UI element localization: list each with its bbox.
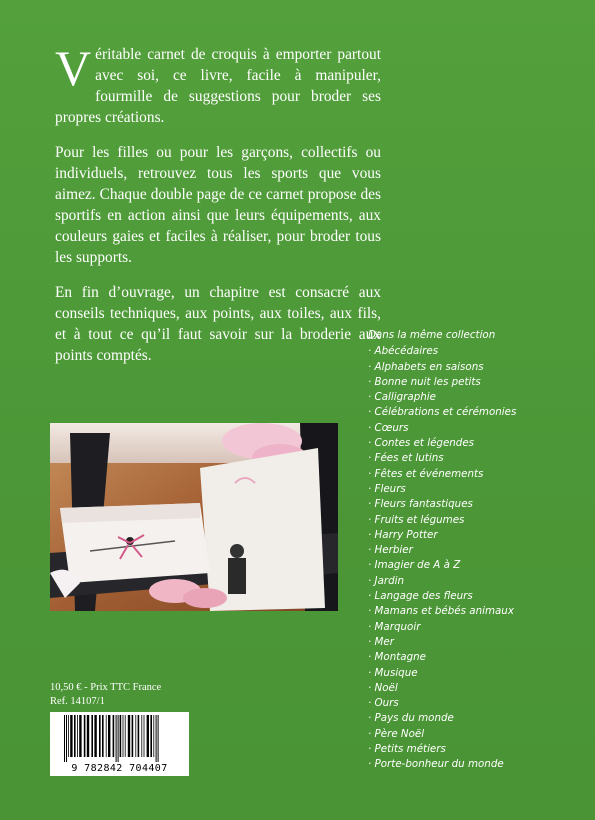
collection-item: · Fées et lutins [368,452,444,465]
collection-item: · Fêtes et événements [368,467,484,480]
collection-item: · Père Noël [368,727,425,740]
collection-item: · Cœurs [368,421,409,434]
description-paragraph-2: Pour les filles ou pour les garçons, collectifs ou individuels, retrouvez tous les sports que vous aimez. Chaque double page de ce carnet propose des sportifs en action ainsi que leurs équipements, aux couleurs gaies et faciles à réaliser, pour broder tous les supports. [55,144,381,266]
collection-item: · Noël [368,681,398,694]
barcode-number: 9 782842 704407 [71,763,168,774]
description-paragraph-1 [55,40,381,128]
photo-illustration [50,423,338,611]
collection-item: · Ours [368,697,399,710]
collection-item: · Petits métiers [368,743,446,756]
embroidered-bags-photo [50,423,338,611]
collection-item: · Fleurs [368,482,406,495]
collection-item: · Langage des fleurs [368,590,473,603]
collection-item: · Jardin [368,574,405,587]
collection-items [368,344,568,772]
description-paragraph-3: En fin d’ouvrage, un chapitre est consacré aux conseils techniques, aux points, aux toiles, aux fils, et à tout ce qu’il faut savoir sur la broderie aux points comptés. [55,284,381,364]
collection-item: · Porte-bonheur du monde [368,758,504,771]
collection-item: · Mamans et bébés animaux [368,605,514,618]
collection-item: · Mer [368,635,394,648]
collection-item: · Fleurs fantastiques [368,498,473,511]
collection-item: · Harry Potter [368,528,438,541]
description-paragraph-1-text: éritable carnet de croquis à emporter partout avec soi, ce livre, facile à manipuler, fourmille de suggestions pour broder ses propres créations. [55,46,381,126]
price-text: 10,50 € - Prix TTC France [50,682,162,693]
collection-item: · Célébrations et cérémonies [368,406,517,419]
collection-item: · Calligraphie [368,391,436,404]
collection-title: Dans la même collection [368,329,496,341]
collection-item: · Fruits et légumes [368,513,465,526]
collection-item: · Imagier de A à Z [368,559,461,572]
isbn-barcode [50,712,189,776]
collection-item: · Herbier [368,544,413,557]
price-info [50,681,161,709]
drop-cap: V [55,40,92,96]
collection-item: · Musique [368,666,418,679]
collection-item: · Montagne [368,651,427,664]
collection-item: · Alphabets en saisons [368,360,484,373]
barcode-bars [50,715,189,765]
collection-item: · Contes et légendes [368,437,475,450]
collection-item: · Pays du monde [368,712,454,725]
reference-text: Ref. 14107/1 [50,696,105,707]
back-cover-description [55,40,381,380]
collection-item: · Marquoir [368,620,421,633]
same-collection-list [368,328,568,773]
collection-item: · Abécédaires [368,345,439,358]
collection-item: · Bonne nuit les petits [368,375,481,388]
